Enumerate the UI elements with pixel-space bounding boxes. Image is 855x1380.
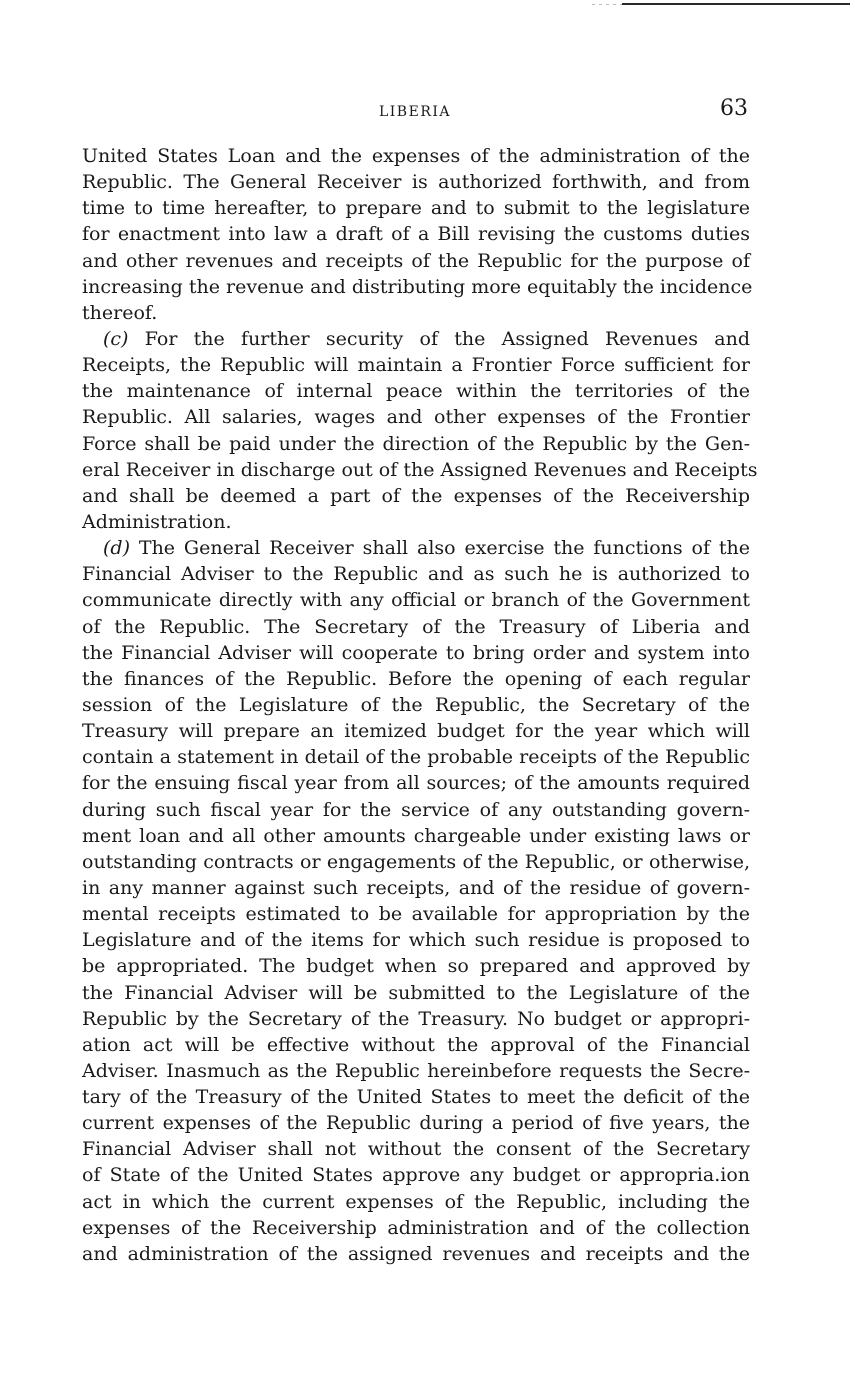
text-line: current expenses of the Republic during a period of five years, the (82, 1112, 750, 1135)
text-line: the Financial Adviser will be submitted to the Legislature of the (82, 981, 750, 1004)
text-line: in any manner against such receipts, and of the residue of govern- (82, 876, 750, 899)
text-line: the maintenance of internal peace within the territories of the (82, 380, 750, 403)
text-line: ation act will be effective without the approval of the Financial (82, 1033, 750, 1056)
text-line: the Financial Adviser will cooperate to bring order and system into (82, 641, 750, 664)
text-line: Administration. (82, 510, 232, 533)
text-line: Adviser. Inasmuch as the Republic hereinbefore requests the Secre- (82, 1059, 750, 1082)
text-line: Force shall be paid under the direction of the Republic by the Gen- (82, 432, 750, 455)
text-line: United States Loan and the expenses of the administration of the (82, 145, 750, 167)
text-line: communicate directly with any official or branch of the Government (82, 589, 750, 612)
text-line: the finances of the Republic. Before the opening of each regular (82, 667, 750, 690)
text-line: of State of the United States approve any budget or appropria.ion (82, 1164, 750, 1187)
text-line: increasing the revenue and distributing more equitably the incidence (82, 275, 753, 298)
text-line: during such fiscal year for the service of any outstanding govern- (82, 798, 750, 821)
text-line: Financial Adviser shall not without the consent of the Secretary (82, 1138, 750, 1161)
text-line: be appropriated. The budget when so prepared and approved by (82, 955, 750, 978)
text-line: For the further security of the Assigned Revenues and (144, 327, 750, 350)
text-line: Republic by the Secretary of the Treasury. No budget or appropri- (82, 1007, 750, 1030)
running-title: LIBERIA (378, 104, 452, 120)
text-line: eral Receiver in discharge out of the Assigned Revenues and Receipts (82, 458, 758, 481)
text-line: for enactment into law a draft of a Bill revising the customs duties (82, 223, 750, 246)
text-line: and administration of the assigned revenues and receipts and the (82, 1242, 750, 1265)
text-line: Republic. All salaries, wages and other expenses of the Frontier (82, 406, 750, 429)
page-body (82, 143, 758, 1267)
running-head (82, 96, 748, 128)
text-line: expenses of the Receivership administration and of the collection (82, 1216, 750, 1239)
paragraph-letter-d: (d) (103, 537, 130, 560)
text-line: for the ensuing fiscal year from all sources; of the amounts required (82, 772, 750, 795)
page-number: 63 (720, 96, 748, 121)
text-line: outstanding contracts or engagements of the Republic, or otherwise, (82, 850, 750, 873)
text-line: and other revenues and receipts of the Republic for the purpose of (82, 249, 750, 272)
text-line: Republic. The General Receiver is authorized forthwith, and from (82, 171, 750, 194)
text-line: Legislature and of the items for which such residue is proposed to (82, 929, 750, 952)
text-line: tary of the Treasury of the United States to meet the deficit of the (82, 1086, 750, 1109)
paragraph-c-first-line (82, 326, 750, 352)
text-line: Treasury will prepare an itemized budget for the year which will (82, 720, 750, 743)
text-line: and shall be deemed a part of the expenses of the Receivership (82, 484, 750, 507)
scan-artifact-rule (622, 3, 850, 5)
text-line: of the Republic. The Secretary of the Treasury of Liberia and (82, 615, 750, 638)
text-line: act in which the current expenses of the Republic, including the (82, 1190, 750, 1213)
text-line: Financial Adviser to the Republic and as such he is authorized to (82, 563, 750, 586)
paragraph-letter-c: (c) (103, 327, 129, 350)
text-line: contain a statement in detail of the probable receipts of the Republic (82, 746, 750, 769)
text-line: time to time hereafter, to prepare and to submit to the legislature (82, 197, 750, 220)
text-line: Receipts, the Republic will maintain a Frontier Force sufficient for (82, 354, 750, 377)
text-line: The General Receiver shall also exercise the functions of the (138, 537, 750, 560)
paragraph-d-first-line (82, 535, 750, 561)
text-line: session of the Legislature of the Republic, the Secretary of the (82, 693, 750, 716)
text-line: mental receipts estimated to be available for appropriation by the (82, 903, 750, 926)
text-line: thereof. (82, 301, 158, 324)
scan-artifact-rule-faint (592, 4, 622, 5)
text-line: ment loan and all other amounts chargeable under existing laws or (82, 824, 750, 847)
